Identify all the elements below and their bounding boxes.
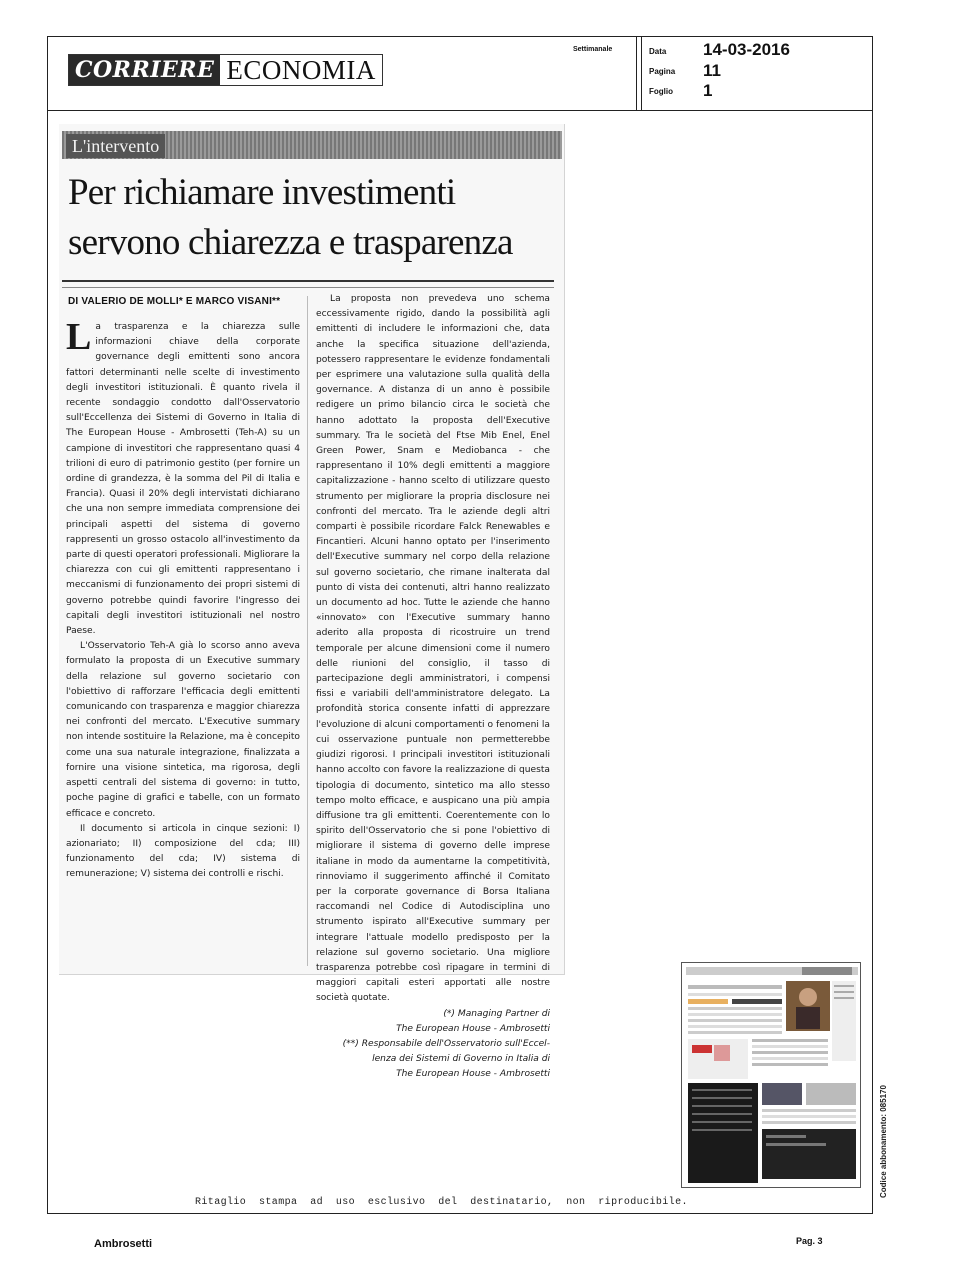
subscription-code [876,1066,890,1200]
sheet-value: 1 [703,81,713,100]
headline-line-2: servono chiarezza e trasparenza [68,222,513,263]
article-headline [68,168,563,268]
page-label: Pagina [649,67,676,76]
page-number: Pag. 3 [796,1236,823,1246]
masthead-logo [68,54,383,86]
signature-1a: (*) Managing Partner di [443,1008,550,1019]
column-left [66,316,300,883]
byline: DI VALERIO DE MOLLI* E MARCO VISANI** [68,296,281,307]
paragraph-1 [66,316,300,639]
masthead-corriere: CORRIERE [69,55,220,85]
paragraph-2: L'Osservatorio Teh-A già lo scorso anno aveva formulato la proposta di un Executive summary della relazione sul governo societario con l'obiettivo di rafforzare l'efficacia degli emittenti comunicando con trasparenza e maggior chiarezza nei confronti del mercato. L'Executive summary non intende sostituire la Relazione, ma è concepito come una sua naturale integrazione, finalizzata a fornire una visione sintetica, ma rigorosa, degli aspetti centrali del sistema di governo: in tutto, poche pagine di grafici e tabelle, con un formato efficace e concreto. [66,641,300,819]
paragraph-3: Il documento si articola in cinque sezioni: I) azionariato; II) composizione del cda; III) funzionamento del cda; IV) sistema di remunerazione; V) sistema dei controlli e rischi. [66,823,300,880]
paragraph-4: La proposta non prevedeva uno schema eccessivamente rigido, dando la possibilità agli emittenti di includere le informazioni che, data anche la specifica situazione dell'azienda, potessero rappresentare le evidenze fondamentali per esprimere una valutazione sulla qualità della governance. A distanza di un anno è possibile redigere un primo bilancio circa le società che hanno adottato la proposta dell'Executive summary. Tra le società del Ftse Mib Enel, Enel Green Power, Snam e Mediobanca - che rappresentano il 10% degli emittenti a maggiore capitalizzazione - hanno scelto di utilizzare questo strumento per migliorare la propria disclosure nei confronti del mercato. Tra le aziende degli altri comparti è possibile ricordare Falck Renewables e Fincantieri. Alcuni hanno optato per l'inserimento dell'Executive summary nel corpo della relazione sul governo societario, che rimane inalterata dal punto di vista dei contenuti, altri hanno realizzato un documento ad hoc. Tutte le aziende che hanno «innovato» con l'Executive summary hanno aderito alla proposta di ricostruire un trend temporale per alcune dimensioni come il numero delle riunioni del consiglio, il tasso di partecipazione degli amministratori, i compensi fissi e variabili dell'amministratore delegato. La profondità storica consente infatti di apprezzare l'evoluzione di alcuni comportamenti o fenomeni la cui osservazione puntuale non permetterebbe giudizi rigorosi. I principali investitori istituzionali hanno accolto con favore la realizzazione di questa tipologia di documento, sintetico ma allo stesso tempo molto efficace, e auspicano una più ampia diffusione tra gli emittenti. Coerentemente con lo spirito dell'Osservatorio che si pone l'obiettivo di migliorare il sistema di governo delle imprese italiane in modo da aumentarne la competitività, rinnoviamo il suggerimento affinché il Comitato per la corporate governance di Borsa Italiana raccomandi nel Codice di Autodisciplina uno strumento ispirato all'Executive summary per integrare l'attuale modello predisposto per la relazione sul governo societario. Una migliore trasparenza potrebbe così ripagare in termini di maggiori capitali esteri apportati alle nostre società quotate. [316,294,550,1004]
column-right [316,292,550,1083]
subscription-code-text: Codice abbonamento: 085170 [879,1085,888,1198]
headline-line-1: Per richiamare investimenti [68,172,456,213]
sheet-label: Foglio [649,87,673,96]
date-label: Data [649,47,667,56]
signature-2b: lenza dei Sistemi di Governo in Italia di [372,1054,550,1065]
masthead-economia: ECONOMIA [220,55,382,85]
paragraph-1-text: a trasparenza e la chiarezza sulle informazioni chiave della corporate governance degli emittenti sono ancora fattori determinanti nelle scelte di investimento degli investitori istituzionali. È quanto rivela il recente sondaggio condotto dall'Osservatorio sull'Eccellenza dei Sistemi di Governo in Italia di The European House - Ambrosetti (Teh-A) su un campione di investitori che rappresentano quasi 4 trilioni di euro di patrimonio gestito (per fornire un ordine di grandezza, è la somma del Pil di Italia e Francia). Quasi il 20% degli intervistati dichiarano che una non sempre immediata comprensione dei principali aspetti del sistema di governo rappresenti un grosso ostacolo all'investimento da parte di questi operatori professionali. Migliorare la chiarezza con cui gli emittenti rappresentano i meccanismi di funzionamento dei propri sistemi di governo potrebbe quindi favorire l'ingresso dei capitali degli investitori istituzionali nel nostro Paese. [66,322,300,637]
date-value: 14-03-2016 [703,40,790,59]
header-divider-1 [636,36,637,111]
drop-cap: L [66,316,92,358]
periodicity-label: Settimanale [573,46,613,53]
footer-note: Ritaglio stampa ad uso esclusivo del destinatario, non riproducibile. [195,1197,688,1208]
page-thumbnail [681,962,861,1188]
header-divider-2 [641,36,642,111]
client-name: Ambrosetti [94,1238,153,1250]
thumbnail-image [682,963,861,1188]
headline-rule-thin [62,287,554,288]
signature-2c: The European House - Ambrosetti [396,1069,550,1080]
column-rule [307,296,308,966]
signature-1b: The European House - Ambrosetti [396,1023,550,1034]
page-value: 11 [703,61,721,80]
kicker-label: L'intervento [66,134,165,158]
signature-2a: (**) Responsabile dell'Osservatorio sull'Eccel- [342,1038,550,1049]
headline-rule [62,280,554,282]
